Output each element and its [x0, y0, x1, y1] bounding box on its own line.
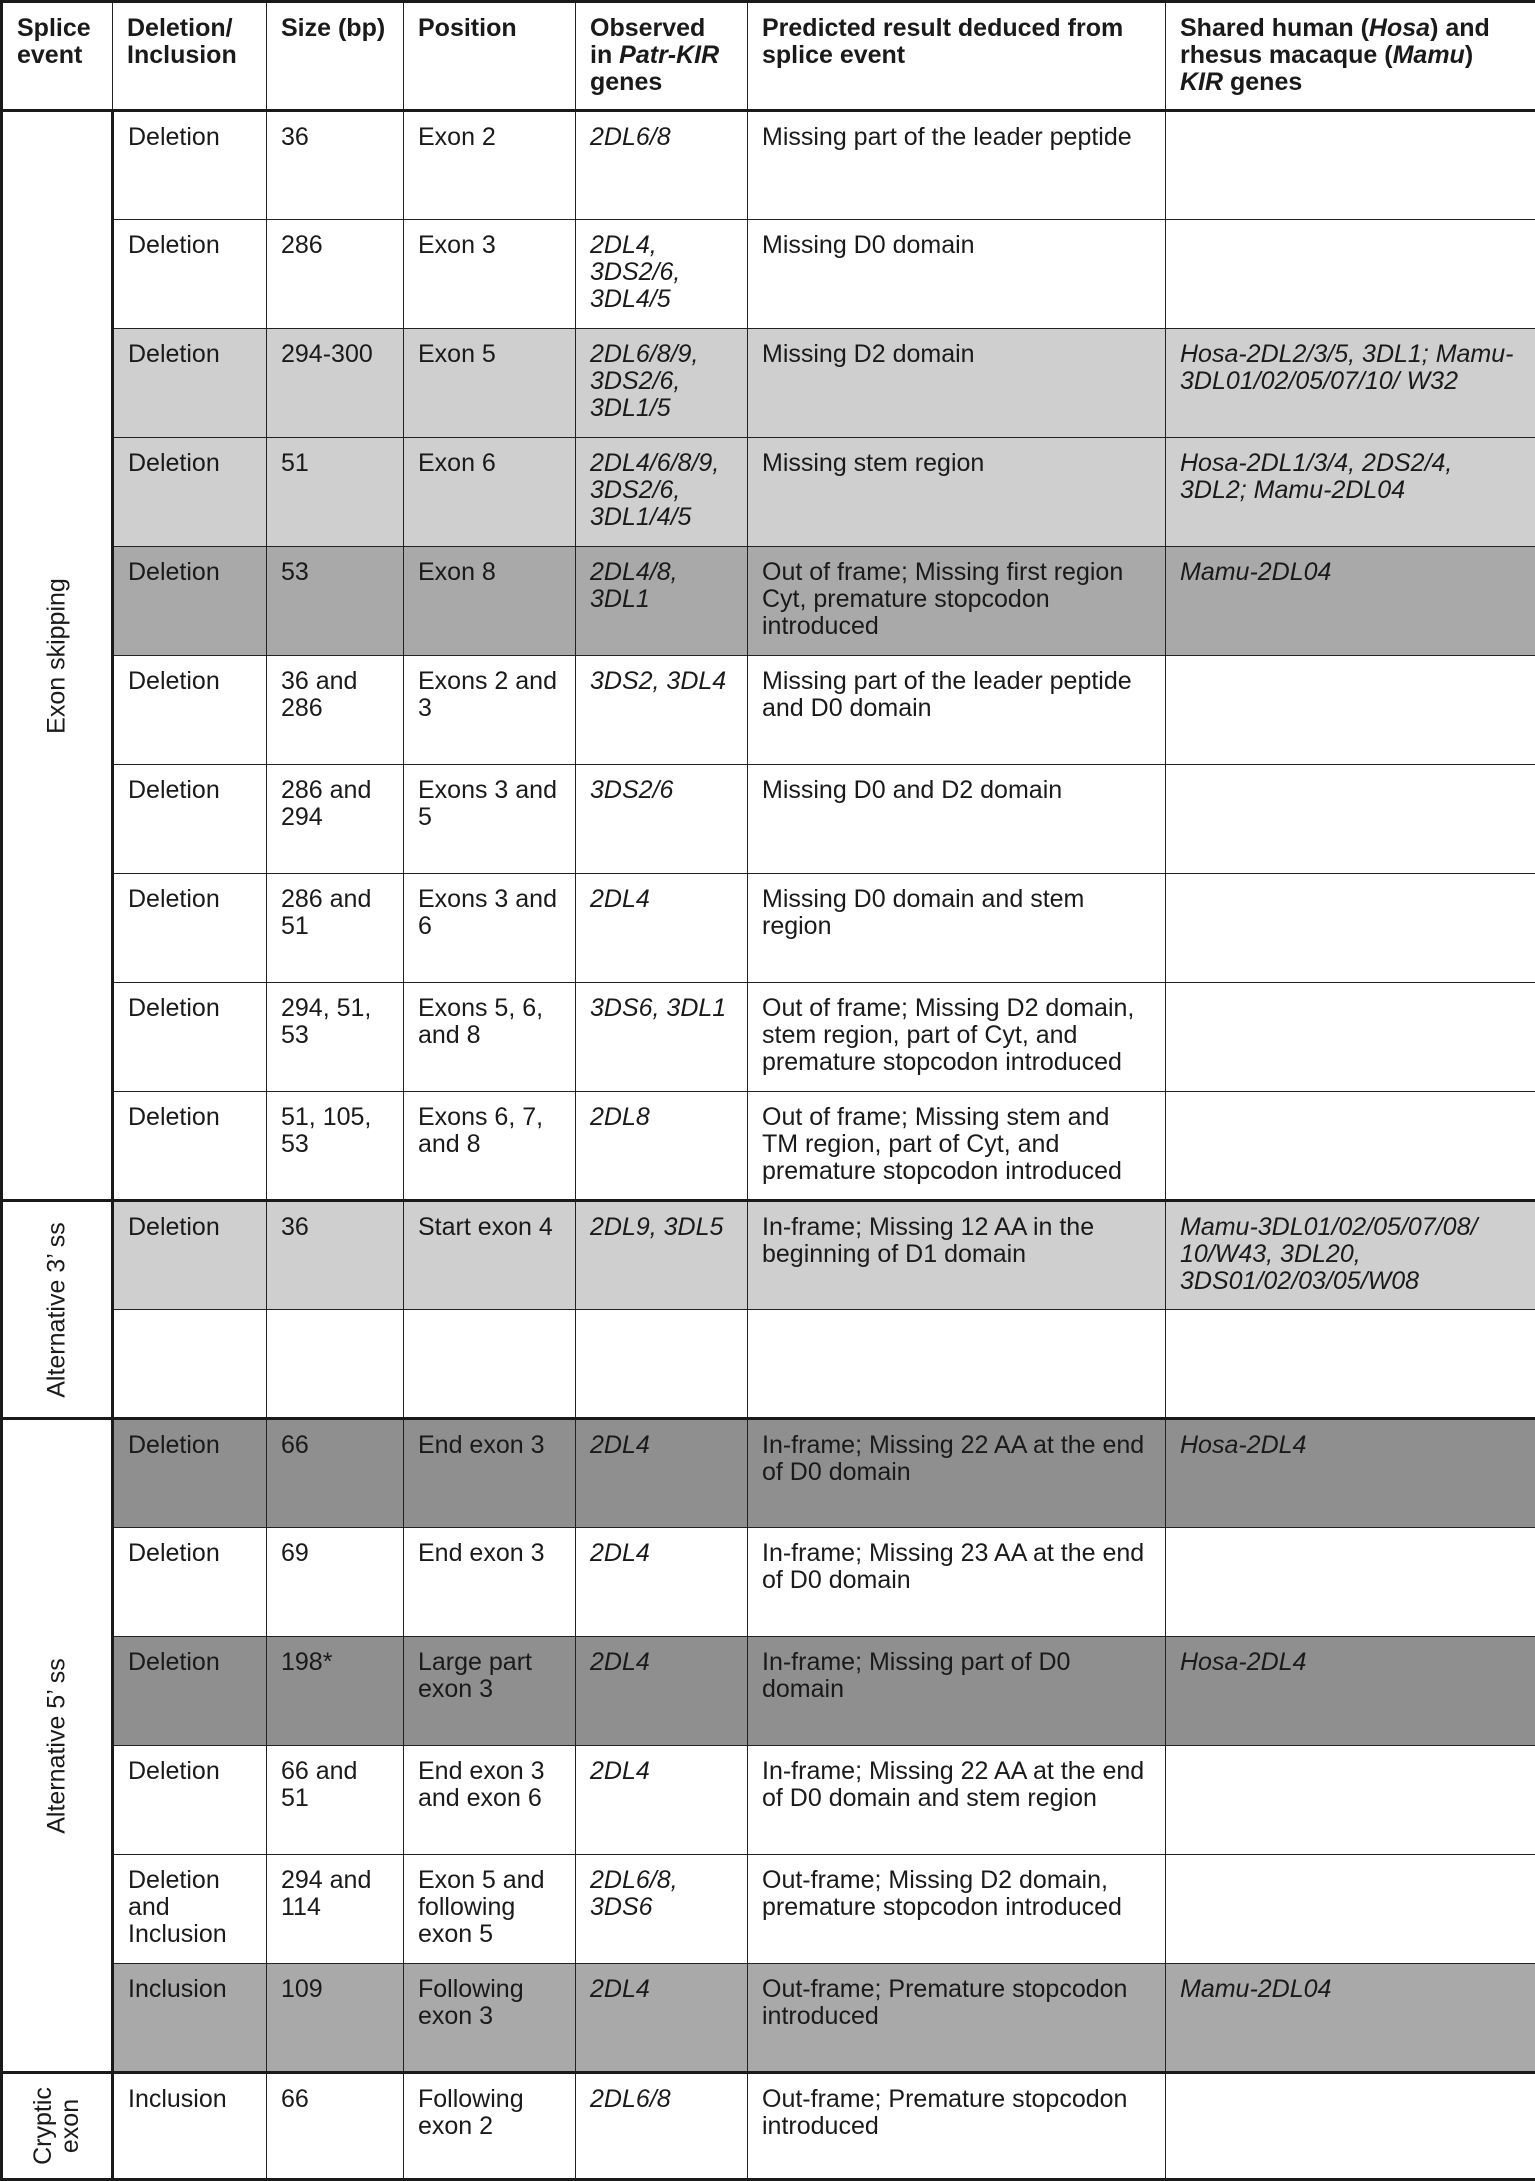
- group-alternative-5-ss: Alternative 5’ ss: [2, 1419, 113, 2073]
- cell-shared: Hosa-2DL1/3/4, 2DS2/4, 3DL2; Mamu-2DL04: [1166, 438, 1535, 547]
- table-row: [2, 1637, 1535, 1746]
- table-row: [2, 111, 1535, 220]
- cell-predicted: In-frame; Missing part of D0 domain: [748, 1637, 1166, 1746]
- cell-observed: 2DL6/8, 3DS6: [576, 1855, 748, 1964]
- table-row: [2, 765, 1535, 874]
- cell-shared: [1166, 983, 1535, 1092]
- table-row: [2, 1855, 1535, 1964]
- cell-type: Deletion: [113, 111, 267, 220]
- cell-predicted: Out-frame; Missing D2 domain, premature stopcodon introduced: [748, 1855, 1166, 1964]
- cell-size: 286 and 294: [267, 765, 404, 874]
- cell-size: 294-300: [267, 329, 404, 438]
- table-row: [2, 329, 1535, 438]
- cell-predicted: Out of frame; Missing first region Cyt, premature stopcodon introduced: [748, 547, 1166, 656]
- cell-position: Exon 6: [404, 438, 576, 547]
- cell-predicted: Missing part of the leader peptide and D0 domain: [748, 656, 1166, 765]
- cell-type: Deletion and Inclusion: [113, 1855, 267, 1964]
- cell-size: 53: [267, 547, 404, 656]
- cell-predicted: [748, 1310, 1166, 1419]
- cell-position: Following exon 3: [404, 1964, 576, 2073]
- cell-position: End exon 3: [404, 1528, 576, 1637]
- table-row: [2, 1092, 1535, 1201]
- cell-observed: 2DL6/8: [576, 111, 748, 220]
- cell-type: Deletion: [113, 438, 267, 547]
- cell-predicted: Missing D0 domain: [748, 220, 1166, 329]
- cell-size: 51, 105, 53: [267, 1092, 404, 1201]
- cell-observed: 2DL4: [576, 1746, 748, 1855]
- cell-shared: [1166, 656, 1535, 765]
- cell-type: Deletion: [113, 656, 267, 765]
- cell-size: 36: [267, 111, 404, 220]
- cell-type: Deletion: [113, 220, 267, 329]
- cell-observed: 2DL4: [576, 874, 748, 983]
- cell-shared: Hosa-2DL2/3/5, 3DL1; Mamu-3DL01/02/05/07/10/ W32: [1166, 329, 1535, 438]
- cell-position: Exon 3: [404, 220, 576, 329]
- cell-size: [267, 1310, 404, 1419]
- cell-shared: Mamu-2DL04: [1166, 1964, 1535, 2073]
- header-size: Size (bp): [267, 2, 404, 111]
- group-alternative-3-ss: Alternative 3’ ss: [2, 1201, 113, 1419]
- cell-predicted: Missing D0 and D2 domain: [748, 765, 1166, 874]
- cell-size: 36 and 286: [267, 656, 404, 765]
- cell-observed: 2DL6/8: [576, 2073, 748, 2180]
- cell-shared: [1166, 1310, 1535, 1419]
- header-predicted: Predicted result deduced from splice event: [748, 2, 1166, 111]
- cell-size: 286 and 51: [267, 874, 404, 983]
- cell-position: Exons 5, 6, and 8: [404, 983, 576, 1092]
- cell-shared: Mamu-3DL01/02/05/07/08/ 10/W43, 3DL20, 3DS01/02/03/05/W08: [1166, 1201, 1535, 1310]
- cell-position: Exon 2: [404, 111, 576, 220]
- cell-predicted: Out-frame; Premature stopcodon introduced: [748, 2073, 1166, 2180]
- cell-predicted: In-frame; Missing 22 AA at the end of D0 domain and stem region: [748, 1746, 1166, 1855]
- cell-type: [113, 1310, 267, 1419]
- group-exon-skipping: Exon skipping: [2, 111, 113, 1201]
- cell-position: End exon 3 and exon 6: [404, 1746, 576, 1855]
- header-splice-event: Splice event: [2, 2, 113, 111]
- header-position: Position: [404, 2, 576, 111]
- cell-size: 66 and 51: [267, 1746, 404, 1855]
- cell-type: Deletion: [113, 983, 267, 1092]
- cell-size: 51: [267, 438, 404, 547]
- cell-predicted: In-frame; Missing 23 AA at the end of D0 domain: [748, 1528, 1166, 1637]
- cell-observed: 2DL4, 3DS2/6, 3DL4/5: [576, 220, 748, 329]
- table-row: [2, 547, 1535, 656]
- cell-shared: [1166, 874, 1535, 983]
- cell-position: Exons 3 and 6: [404, 874, 576, 983]
- cell-shared: [1166, 1528, 1535, 1637]
- table-row: [2, 1528, 1535, 1637]
- cell-shared: [1166, 1092, 1535, 1201]
- cell-position: Start exon 4: [404, 1201, 576, 1310]
- cell-observed: 2DL9, 3DL5: [576, 1201, 748, 1310]
- cell-size: 66: [267, 2073, 404, 2180]
- cell-size: 198*: [267, 1637, 404, 1746]
- cell-shared: [1166, 765, 1535, 874]
- cell-observed: 2DL8: [576, 1092, 748, 1201]
- table-row: [2, 874, 1535, 983]
- cell-type: Deletion: [113, 1746, 267, 1855]
- cell-type: Deletion: [113, 765, 267, 874]
- cell-position: Exons 6, 7, and 8: [404, 1092, 576, 1201]
- cell-predicted: Missing stem region: [748, 438, 1166, 547]
- cell-predicted: Out-frame; Premature stopcodon introduced: [748, 1964, 1166, 2073]
- cell-position: Exons 2 and 3: [404, 656, 576, 765]
- cell-type: Deletion: [113, 1092, 267, 1201]
- group-cryptic-exon: Cryptic exon: [2, 2073, 113, 2180]
- cell-size: 286: [267, 220, 404, 329]
- cell-position: End exon 3: [404, 1419, 576, 1528]
- cell-observed: 2DL6/8/9, 3DS2/6, 3DL1/5: [576, 329, 748, 438]
- cell-position: Exons 3 and 5: [404, 765, 576, 874]
- table-row: [2, 656, 1535, 765]
- cell-shared: [1166, 111, 1535, 220]
- table-row: [2, 1964, 1535, 2073]
- cell-type: Deletion: [113, 1528, 267, 1637]
- cell-size: 109: [267, 1964, 404, 2073]
- cell-size: 69: [267, 1528, 404, 1637]
- cell-predicted: In-frame; Missing 12 AA in the beginning of D1 domain: [748, 1201, 1166, 1310]
- cell-shared: [1166, 1855, 1535, 1964]
- cell-type: Deletion: [113, 329, 267, 438]
- cell-observed: 3DS6, 3DL1: [576, 983, 748, 1092]
- cell-predicted: Missing part of the leader peptide: [748, 111, 1166, 220]
- cell-type: Inclusion: [113, 1964, 267, 2073]
- header-row: [2, 2, 1535, 111]
- cell-observed: 2DL4: [576, 1528, 748, 1637]
- cell-type: Deletion: [113, 1419, 267, 1528]
- cell-position: Exon 8: [404, 547, 576, 656]
- cell-predicted: Out of frame; Missing D2 domain, stem region, part of Cyt, and premature stopcodon introduced: [748, 983, 1166, 1092]
- cell-size: 294 and 114: [267, 1855, 404, 1964]
- cell-predicted: Missing D0 domain and stem region: [748, 874, 1166, 983]
- table-row: [2, 220, 1535, 329]
- cell-predicted: Out of frame; Missing stem and TM region, part of Cyt, and premature stopcodon introduced: [748, 1092, 1166, 1201]
- header-shared: Shared human (Hosa) and rhesus macaque (Mamu) KIR genes: [1166, 2, 1535, 111]
- cell-size: 36: [267, 1201, 404, 1310]
- cell-observed: 2DL4: [576, 1637, 748, 1746]
- table-row-empty: [2, 1310, 1535, 1419]
- cell-size: 66: [267, 1419, 404, 1528]
- cell-predicted: In-frame; Missing 22 AA at the end of D0 domain: [748, 1419, 1166, 1528]
- table-row: [2, 1419, 1535, 1528]
- cell-position: [404, 1310, 576, 1419]
- cell-observed: 2DL4/6/8/9, 3DS2/6, 3DL1/4/5: [576, 438, 748, 547]
- cell-type: Deletion: [113, 1637, 267, 1746]
- cell-observed: [576, 1310, 748, 1419]
- cell-position: Exon 5: [404, 329, 576, 438]
- table-row: [2, 1746, 1535, 1855]
- cell-size: 294, 51, 53: [267, 983, 404, 1092]
- header-deletion-inclusion: Deletion/ Inclusion: [113, 2, 267, 111]
- cell-observed: 3DS2/6: [576, 765, 748, 874]
- cell-shared: [1166, 2073, 1535, 2180]
- cell-shared: [1166, 220, 1535, 329]
- table-row: [2, 2073, 1535, 2180]
- table-row: [2, 1201, 1535, 1310]
- cell-shared: Hosa-2DL4: [1166, 1419, 1535, 1528]
- table-row: [2, 438, 1535, 547]
- cell-observed: 2DL4/8, 3DL1: [576, 547, 748, 656]
- cell-observed: 2DL4: [576, 1419, 748, 1528]
- cell-type: Deletion: [113, 547, 267, 656]
- cell-observed: 2DL4: [576, 1964, 748, 2073]
- table-row: [2, 983, 1535, 1092]
- cell-shared: Mamu-2DL04: [1166, 547, 1535, 656]
- cell-type: Inclusion: [113, 2073, 267, 2180]
- cell-position: Exon 5 and following exon 5: [404, 1855, 576, 1964]
- cell-type: Deletion: [113, 1201, 267, 1310]
- cell-shared: Hosa-2DL4: [1166, 1637, 1535, 1746]
- cell-position: Large part exon 3: [404, 1637, 576, 1746]
- cell-type: Deletion: [113, 874, 267, 983]
- header-observed: Observed in Patr-KIR genes: [576, 2, 748, 111]
- cell-shared: [1166, 1746, 1535, 1855]
- cell-position: Following exon 2: [404, 2073, 576, 2180]
- cell-predicted: Missing D2 domain: [748, 329, 1166, 438]
- cell-observed: 3DS2, 3DL4: [576, 656, 748, 765]
